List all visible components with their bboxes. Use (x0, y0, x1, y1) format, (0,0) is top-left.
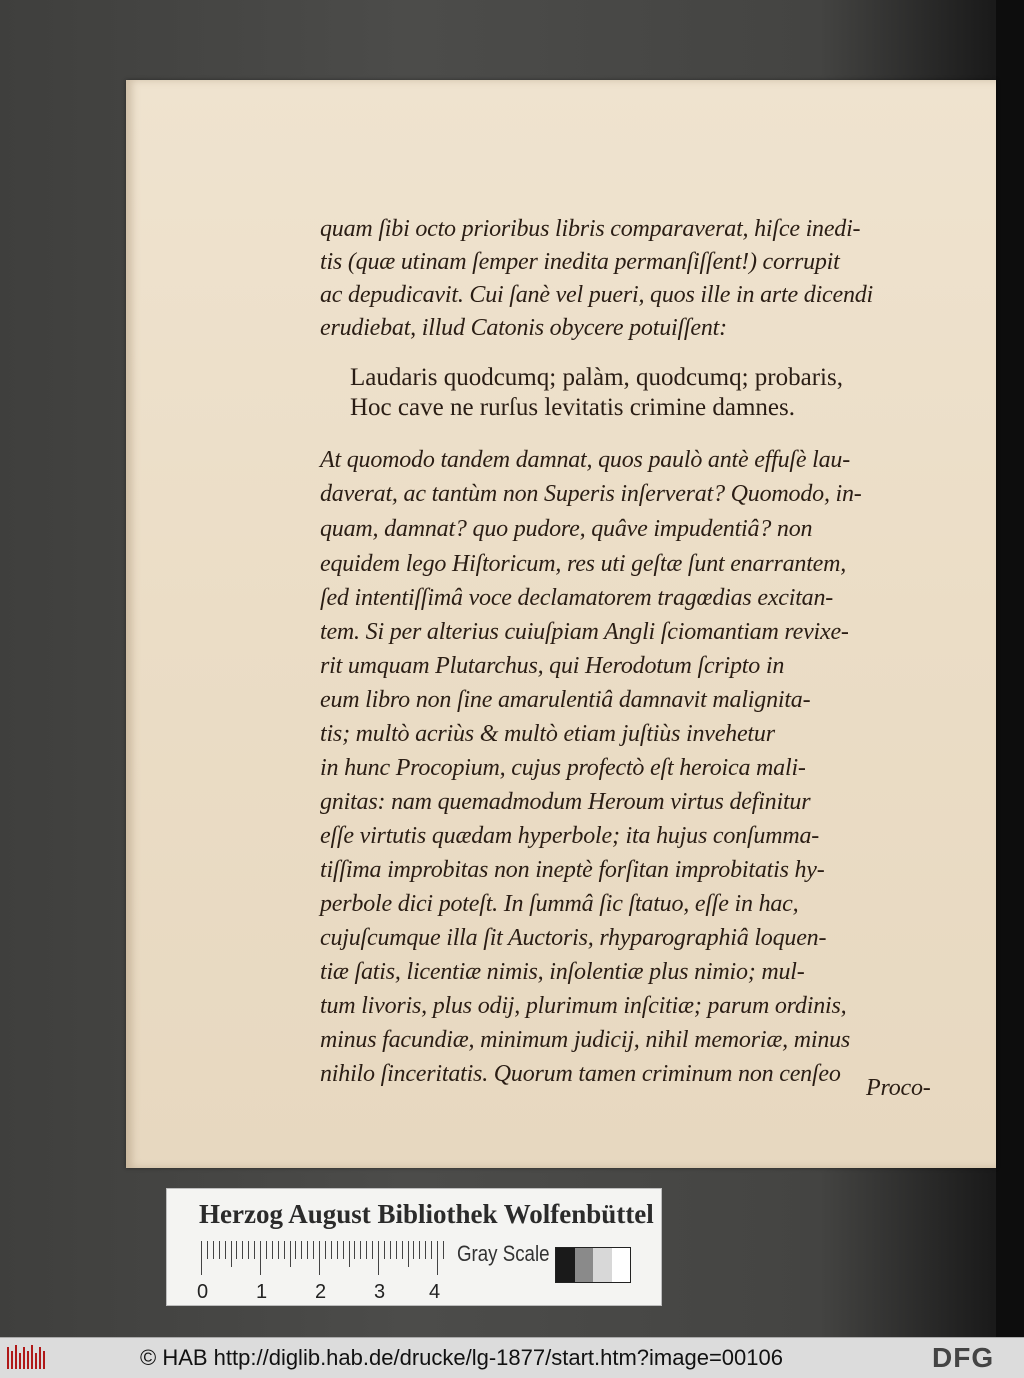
ruler-number: 4 (429, 1281, 441, 1303)
ruler-tick (366, 1241, 367, 1259)
book-page (126, 80, 996, 1168)
ruler-tick (301, 1241, 302, 1259)
ruler-tick (443, 1241, 444, 1259)
scale-ruler (201, 1241, 443, 1275)
text-line: gnitas: nam quemadmodum Heroum virtus definitur (320, 789, 811, 815)
ruler-tick (295, 1241, 296, 1259)
text-line: nihilo ſinceritatis. Quorum tamen criminum non cenſeo (320, 1061, 841, 1087)
text-line: tum livoris, plus odij, plurimum inſcitiæ; parum ordinis, (320, 993, 847, 1019)
ruler-tick (437, 1241, 438, 1275)
ruler-tick (219, 1241, 220, 1259)
ruler-tick (413, 1241, 414, 1259)
text-line: erudiebat, illud Catonis obycere potuiſſent: (320, 315, 727, 341)
ruler-tick (313, 1241, 314, 1259)
gray-scale-label: Gray Scale (457, 1241, 550, 1266)
hab-logo-icon[interactable] (6, 1343, 46, 1373)
text-line: eſſe virtutis quædam hyperbole; ita hujus conſumma- (320, 823, 820, 849)
text-line: tis (quæ utinam ſemper inedita permanſiſſent!) corrupit (320, 249, 840, 275)
footer-bar (0, 1337, 1024, 1378)
ruler-tick (307, 1241, 308, 1259)
ruler-number: 0 (197, 1281, 209, 1303)
scan-edge-band (996, 0, 1024, 1337)
ruler-tick (384, 1241, 385, 1259)
ruler-tick (248, 1241, 249, 1259)
ruler-tick (337, 1241, 338, 1259)
text-line: quam, damnat? quo pudore, quâve impudentiâ? non (320, 516, 813, 542)
ruler-tick (354, 1241, 355, 1259)
ruler-tick (225, 1241, 226, 1259)
text-line: tis; multò acriùs & multò etiam juſtiùs invehetur (320, 721, 775, 747)
ruler-tick (319, 1241, 320, 1275)
ruler-tick (419, 1241, 420, 1259)
gray-swatch (575, 1248, 594, 1282)
text-line: in hunc Procopium, cujus profectò eſt heroica mali- (320, 755, 806, 781)
ruler-tick (431, 1241, 432, 1259)
ruler-tick (254, 1241, 255, 1259)
ruler-tick (284, 1241, 285, 1259)
text-line: ſed intentiſſimâ voce declamatorem tragœdias excitan- (320, 585, 834, 611)
ruler-number: 3 (374, 1281, 386, 1303)
ruler-tick (266, 1241, 267, 1259)
ruler-tick (213, 1241, 214, 1259)
text-line: ac depudicavit. Cui ſanè vel pueri, quos ille in arte dicendi (320, 282, 874, 308)
ruler-tick (231, 1241, 232, 1267)
copyright-url-text[interactable]: © HAB http://diglib.hab.de/drucke/lg-1877/start.htm?image=00106 (140, 1345, 783, 1370)
text-line: minus facundiæ, minimum judicij, nihil memoriæ, minus (320, 1027, 851, 1053)
text-line: tiæ ſatis, licentiæ nimis, inſolentiæ plus nimio; mul- (320, 959, 805, 985)
text-line: daverat, ac tantùm non Superis inſerverat? Quomodo, in- (320, 481, 862, 507)
ruler-tick (343, 1241, 344, 1259)
ruler-number: 1 (256, 1281, 268, 1303)
ruler-tick (396, 1241, 397, 1259)
text-line: tiſſima improbitas non ineptè forſitan improbitatis hy- (320, 857, 825, 883)
gray-swatch (556, 1248, 575, 1282)
text-line: tem. Si per alterius cuiuſpiam Angli ſciomantiam revixe- (320, 619, 849, 645)
ruler-tick (236, 1241, 237, 1259)
gray-swatch (593, 1248, 612, 1282)
ruler-tick (207, 1241, 208, 1259)
text-line: quam ſibi octo prioribus libris comparaverat, hiſce inedi- (320, 216, 861, 242)
ruler-number: 2 (315, 1281, 327, 1303)
ruler-tick (378, 1241, 379, 1275)
text-line: rit umquam Plutarchus, qui Herodotum ſcripto in (320, 653, 785, 679)
verse-line: Hoc cave ne rurſus levitatis crimine damnes. (350, 394, 795, 421)
ruler-tick (331, 1241, 332, 1259)
ruler-tick (408, 1241, 409, 1267)
ruler-tick (372, 1241, 373, 1259)
ruler-tick (349, 1241, 350, 1267)
library-name: Herzog August Bibliothek Wolfenbüttel (199, 1199, 654, 1229)
catchword: Proco- (866, 1075, 931, 1101)
ruler-tick (402, 1241, 403, 1259)
ruler-tick (360, 1241, 361, 1259)
ruler-tick (390, 1241, 391, 1259)
text-line: equidem lego Hiſtoricum, res uti geſtæ ſunt enarrantem, (320, 551, 847, 577)
gray-swatch (612, 1248, 631, 1282)
library-label-card (166, 1188, 662, 1306)
ruler-tick (242, 1241, 243, 1259)
ruler-tick (325, 1241, 326, 1259)
ruler-tick (290, 1241, 291, 1267)
ruler-tick (201, 1241, 202, 1275)
text-line: eum libro non ſine amarulentiâ damnavit malignita- (320, 687, 811, 713)
dfg-logo[interactable]: DFG (932, 1342, 995, 1373)
text-line: cujuſcumque illa ſit Auctoris, rhyparographiâ loquen- (320, 925, 827, 951)
ruler-tick (272, 1241, 273, 1259)
text-line: At quomodo tandem damnat, quos paulò antè effuſè lau- (320, 447, 851, 473)
gray-scale-swatches (555, 1247, 631, 1283)
text-line: perbole dici poteſt. In ſummâ ſic ſtatuo, eſſe in hac, (320, 891, 799, 917)
ruler-tick (425, 1241, 426, 1259)
verse-line: Laudaris quodcumq; palàm, quodcumq; probaris, (350, 364, 843, 391)
ruler-tick (260, 1241, 261, 1275)
ruler-tick (278, 1241, 279, 1259)
